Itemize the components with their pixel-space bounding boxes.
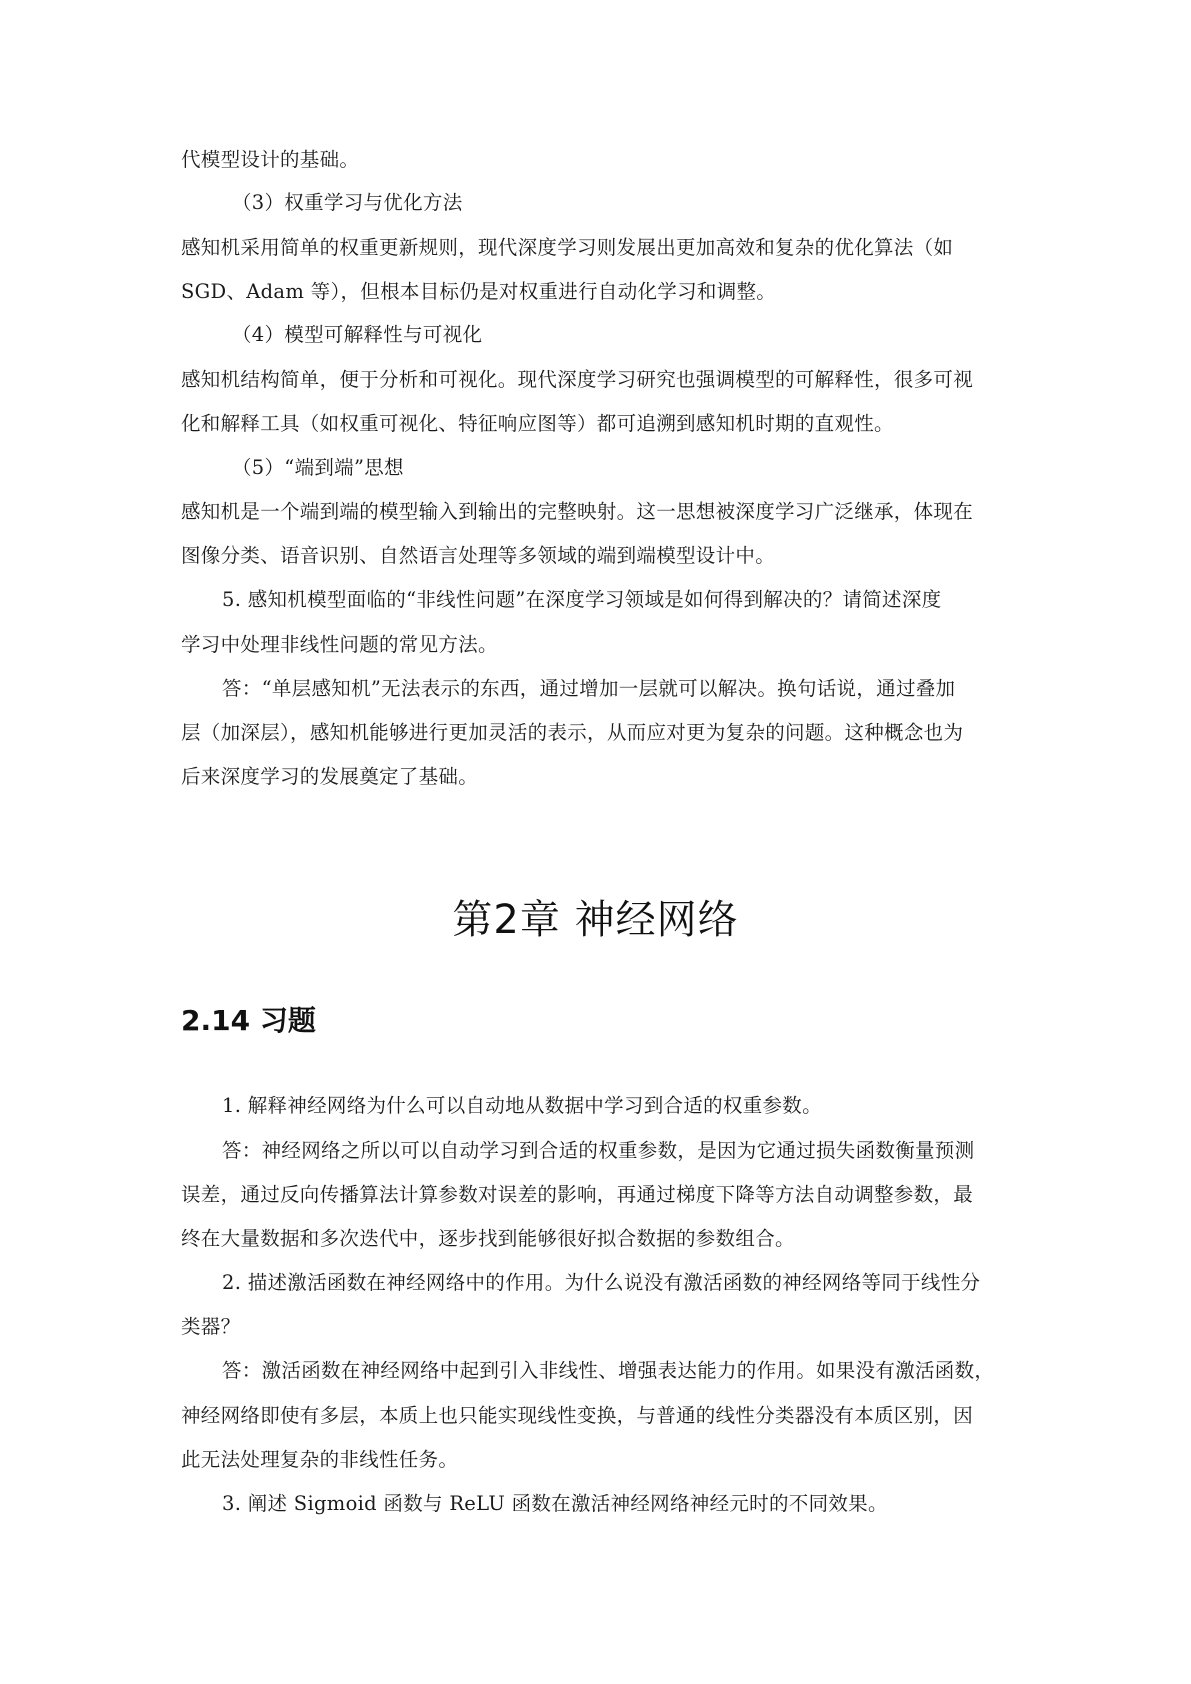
answer-5-line-3: 后来深度学习的发展奠定了基础。 — [181, 765, 479, 788]
item-4-text-line-1: 感知机结构简单，便于分析和可视化。现代深度学习研究也强调模型的可解释性，很多可视 — [181, 368, 974, 391]
item-3-text-line-1: 感知机采用简单的权重更新规则，现代深度学习则发展出更加高效和复杂的优化算法（如 — [181, 236, 954, 259]
answer-5-line-1: 答：“单层感知机”无法表示的东西，通过增加一层就可以解决。换句话说，通过叠加 — [222, 677, 956, 700]
question-1-line-1: 1. 解释神经网络为什么可以自动地从数据中学习到合适的权重参数。 — [222, 1094, 822, 1117]
answer-1-line-3: 终在大量数据和多次迭代中，逐步找到能够很好拟合数据的参数组合。 — [181, 1227, 795, 1250]
question-5-line-2: 学习中处理非线性问题的常见方法。 — [181, 633, 498, 656]
item-3-text-line-2: SGD、Adam 等），但根本目标仍是对权重进行自动化学习和调整。 — [181, 280, 777, 303]
section-title: 2.14 习题 — [181, 1004, 316, 1037]
question-3-line-1: 3. 阐述 Sigmoid 函数与 ReLU 函数在激活神经网络神经元时的不同效果。 — [222, 1492, 888, 1515]
question-5-line-1: 5. 感知机模型面临的“非线性问题”在深度学习领域是如何得到解决的？请简述深度 — [222, 588, 942, 611]
chapter-title: 第2章 神经网络 — [452, 897, 739, 943]
question-2-line-1: 2. 描述激活函数在神经网络中的作用。为什么说没有激活函数的神经网络等同于线性分 — [222, 1271, 981, 1294]
answer-2-line-2: 神经网络即使有多层，本质上也只能实现线性变换，与普通的线性分类器没有本质区别，因 — [181, 1404, 974, 1427]
item-5-heading: （5）“端到端”思想 — [232, 456, 404, 479]
answer-2-line-3: 此无法处理复杂的非线性任务。 — [181, 1448, 459, 1471]
paragraph-continuation: 代模型设计的基础。 — [181, 148, 360, 171]
item-5-text-line-2: 图像分类、语音识别、自然语言处理等多领域的端到端模型设计中。 — [181, 544, 776, 567]
answer-5-line-2: 层（加深层），感知机能够进行更加灵活的表示，从而应对更为复杂的问题。这种概念也为 — [181, 721, 964, 744]
item-3-heading: （3）权重学习与优化方法 — [232, 191, 463, 214]
answer-2-line-1: 答：激活函数在神经网络中起到引入非线性、增强表达能力的作用。如果没有激活函数， — [222, 1359, 995, 1382]
answer-1-line-1: 答：神经网络之所以可以自动学习到合适的权重参数，是因为它通过损失函数衡量预测 — [222, 1139, 975, 1162]
answer-1-line-2: 误差，通过反向传播算法计算参数对误差的影响，再通过梯度下降等方法自动调整参数，最 — [181, 1183, 974, 1206]
item-5-text-line-1: 感知机是一个端到端的模型输入到输出的完整映射。这一思想被深度学习广泛继承，体现在 — [181, 500, 974, 523]
item-4-heading: （4）模型可解释性与可视化 — [232, 323, 483, 346]
item-4-text-line-2: 化和解释工具（如权重可视化、特征响应图等）都可追溯到感知机时期的直观性。 — [181, 412, 894, 435]
question-2-line-2: 类器？ — [181, 1315, 241, 1338]
